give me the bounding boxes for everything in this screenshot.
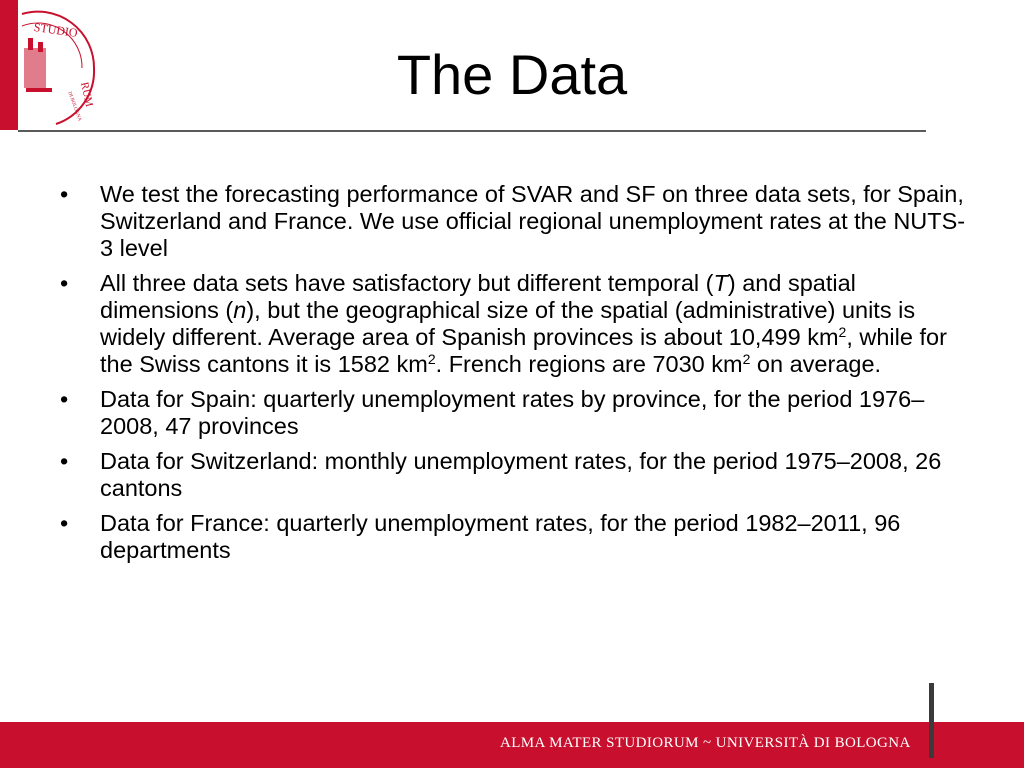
footer-university-name: ALMA MATER STUDIORUM ~ UNIVERSITÀ DI BOLOGNA (500, 735, 911, 751)
bullet-item (58, 181, 978, 262)
bullet-glyph: • (60, 181, 69, 207)
bullet-glyph: • (60, 448, 69, 474)
bullet-text: We test the forecasting performance of SVAR and SF on three data sets, for Spain, Switzerland and France. We use official regional unemployment rates at the NUTS-3 level (100, 181, 966, 261)
svg-text:RUM: RUM (78, 80, 96, 108)
bullet-glyph: • (60, 386, 69, 412)
bullet-text: Data for Switzerland: monthly unemployment rates, for the period 1975–2008, 26 cantons (100, 448, 942, 501)
superscript: 2 (427, 351, 436, 367)
bullet-item (58, 510, 978, 564)
footer-vertical-bar (929, 683, 934, 758)
bullet-list (58, 181, 978, 572)
bullet-text: Data for Spain: quarterly unemployment rates by province, for the period 1976–2008, 47 provinces (100, 386, 925, 439)
svg-text:DI BOLOGNA: DI BOLOGNA (66, 91, 82, 122)
variable-n: n (233, 297, 247, 323)
superscript: 2 (838, 324, 847, 340)
bullet-item (58, 270, 978, 378)
bullet-text-part: ) and spatial dimensions ( (100, 270, 856, 323)
bullet-text-part: . French regions are 7030 km (435, 351, 743, 377)
bullet-glyph: • (60, 510, 69, 536)
bullet-item (58, 448, 978, 502)
title-divider (18, 130, 926, 132)
bullet-text-part: , while for the Swiss cantons it is 1582 km (100, 324, 947, 377)
bullet-text-part: All three data sets have satisfactory but different temporal ( (100, 270, 714, 296)
bullet-text-part: on average. (750, 351, 882, 377)
bullet-glyph: • (60, 270, 69, 296)
bullet-text: Data for France: quarterly unemployment rates, for the period 1982–2011, 96 departments (100, 510, 901, 563)
superscript: 2 (742, 351, 751, 367)
bullet-text-part: ), but the geographical size of the spatial (administrative) units is widely different. Average area of Spanish provinces is about 10,499 km (100, 297, 916, 350)
svg-text:STUDIO: STUDIO (32, 19, 79, 40)
bullet-item (58, 386, 978, 440)
variable-T: T (713, 270, 728, 296)
slide-title: The Data (396, 43, 628, 106)
